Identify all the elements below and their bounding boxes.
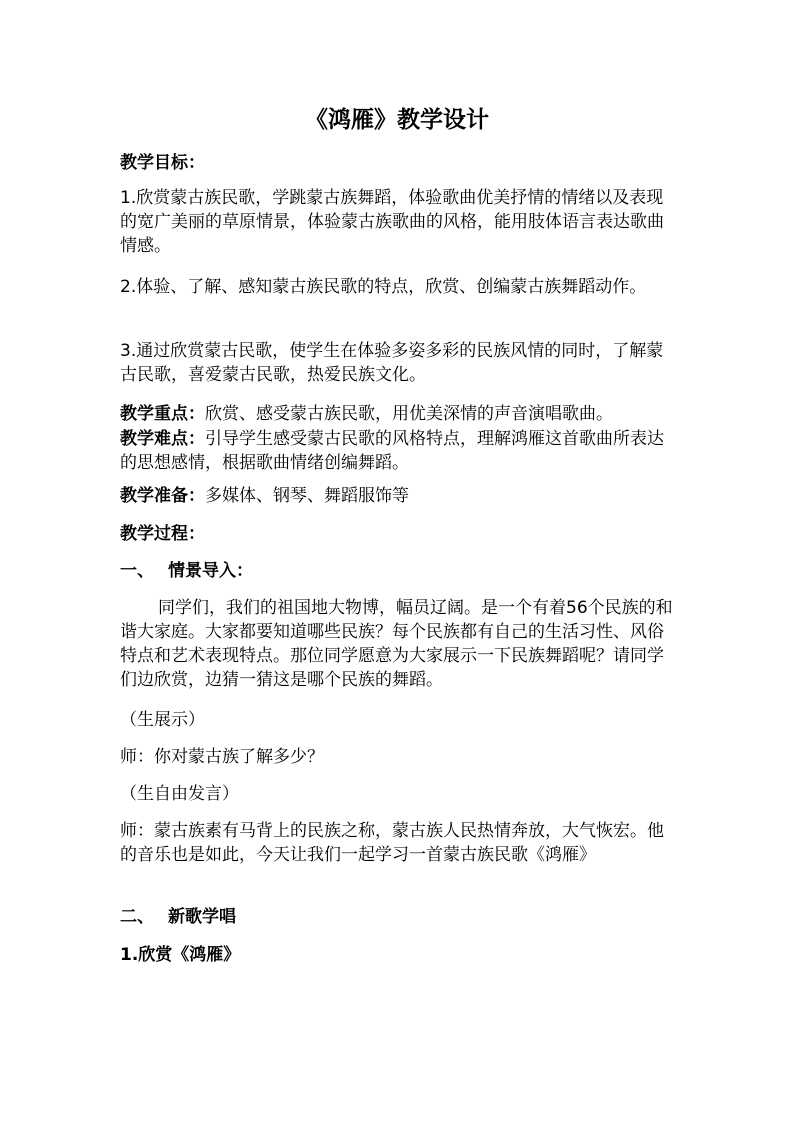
process-heading: 教学过程：: [120, 524, 205, 544]
preparation-label: 教学准备：: [120, 486, 205, 506]
note-student-show: （生展示）: [120, 710, 205, 730]
subsection-1: 1.欣赏《鸿雁》: [120, 945, 241, 965]
section-2-number: 二、: [120, 907, 154, 927]
teacher-question: 师：你对蒙古族了解多少？: [120, 747, 324, 767]
key-point-text: 欣赏、感受蒙古族民歌，用优美深情的声音演唱歌曲。: [205, 404, 613, 424]
note-student-speak: （生自由发言）: [120, 784, 239, 804]
intro-paragraph: 同学们，我们的祖国地大物博，幅员辽阔。是一个有着56个民族的和谐大家庭。大家都要知道哪些民族？每个民族都有自己的生活习性、风俗特点和艺术表现特点。那位同学愿意为大家展示一下民族舞蹈呢？请同学们边欣赏，边猜一猜这是哪个民族的舞蹈。: [120, 598, 673, 690]
section-1-title: 情景导入：: [168, 561, 253, 581]
objective-2: 2.体验、了解、感知蒙古族民歌的特点，欣赏、创编蒙古族舞蹈动作。: [120, 277, 647, 297]
section-2-title: 新歌学唱: [168, 907, 236, 927]
key-point-label: 教学重点：: [120, 404, 205, 424]
preparation-text: 多媒体、钢琴、舞蹈服饰等: [205, 486, 409, 506]
key-point: [120, 402, 680, 426]
teacher-talk: 师：蒙古族素有马背上的民族之称，蒙古族人民热情奔放，大气恢宏。他的音乐也是如此，今天让我们一起学习一首蒙古族民歌《鸿雁》: [120, 821, 664, 865]
section-1-number: 一、: [120, 561, 154, 581]
section-2-heading: [120, 905, 680, 929]
document-title: 《鸿雁》教学设计: [305, 107, 489, 133]
section-1-heading: [120, 559, 680, 583]
preparation: [120, 484, 680, 508]
difficulty-text: 引导学生感受蒙古民歌的风格特点，理解鸿雁这首歌曲所表达的思想感情，根据歌曲情绪创编舞蹈。: [120, 429, 664, 473]
objective-3: 3.通过欣赏蒙古民歌，使学生在体验多姿多彩的民族风情的同时，了解蒙古民歌，喜爱蒙古民歌，热爱民族文化。: [120, 341, 664, 385]
difficulty-label: 教学难点：: [120, 429, 205, 449]
objectives-heading: 教学目标：: [120, 153, 205, 173]
difficulty: [120, 427, 680, 475]
objective-1: 1.欣赏蒙古族民歌，学跳蒙古族舞蹈，体验歌曲优美抒情的情绪以及表现的宽广美丽的草原情景，体验蒙古族歌曲的风格，能用肢体语言表达歌曲情感。: [120, 188, 664, 256]
